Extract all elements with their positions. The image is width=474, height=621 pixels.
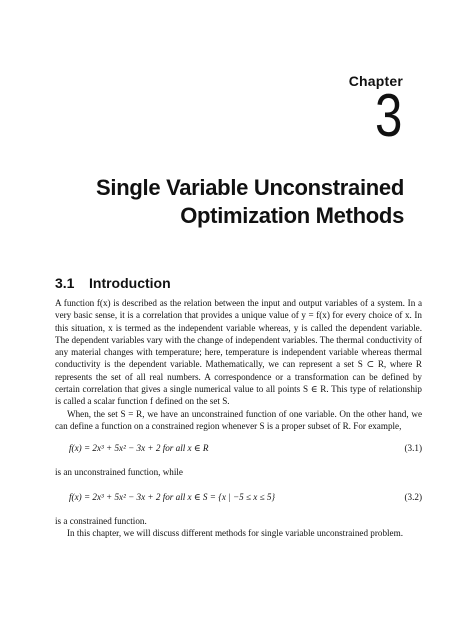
chapter-title-line-2: Optimization Methods bbox=[180, 203, 404, 228]
chapter-number: 3 bbox=[374, 82, 402, 149]
equation-3-2-expression: f(x) = 2x³ + 5x² − 3x + 2 for all x ∈ S = {x | −5 ≤ x ≤ 5} bbox=[69, 491, 276, 502]
section-title: Introduction bbox=[89, 275, 171, 291]
equation-3-1 bbox=[55, 438, 422, 458]
equation-3-1-expression: f(x) = 2x³ + 5x² − 3x + 2 for all x ∈ R bbox=[69, 443, 209, 454]
paragraph-4: is a constrained function. bbox=[55, 515, 147, 526]
paragraph-3: is an unconstrained function, while bbox=[55, 467, 183, 478]
paragraph-2: When, the set S = R, we have an unconstrained function of one variable. On the other hand, we can define a function on a constrained region whenever S is a proper subset of R. For example, bbox=[55, 408, 422, 431]
chapter-label: Chapter bbox=[348, 73, 403, 89]
section-heading bbox=[55, 275, 171, 291]
chapter-title bbox=[24, 174, 404, 230]
paragraph-5: In this chapter, we will discuss different methods for single variable unconstrained problem. bbox=[67, 527, 403, 538]
section-number: 3.1 bbox=[55, 275, 75, 291]
body-text bbox=[55, 297, 422, 539]
equation-3-1-number: (3.1) bbox=[404, 443, 422, 454]
paragraph-1: A function f(x) is described as the relation between the input and output variables of a system. In a very basic sense, it is a correlation that provides a unique value of y = f(x) for every choice of x. In this situation, x is termed as the independent variable whereas, y is called the dependent variable. The dependent variables vary with the change of independent variables. The thermal conductivity of any material changes with temperature; here, temperature is independent variable whereas thermal conductivity is the dependent variable. Mathematically, we can represent a set S ⊂ R, where R represents the set of all real numbers. A correspondence or a transformation can be defined by certain correlation that gives a single numerical value to all points S ∈ R. This type of relationship is called a scalar function f defined on the set S. bbox=[55, 298, 422, 407]
equation-3-2 bbox=[55, 487, 422, 507]
equation-3-2-number: (3.2) bbox=[404, 491, 422, 502]
chapter-title-line-1: Single Variable Unconstrained bbox=[96, 175, 404, 200]
